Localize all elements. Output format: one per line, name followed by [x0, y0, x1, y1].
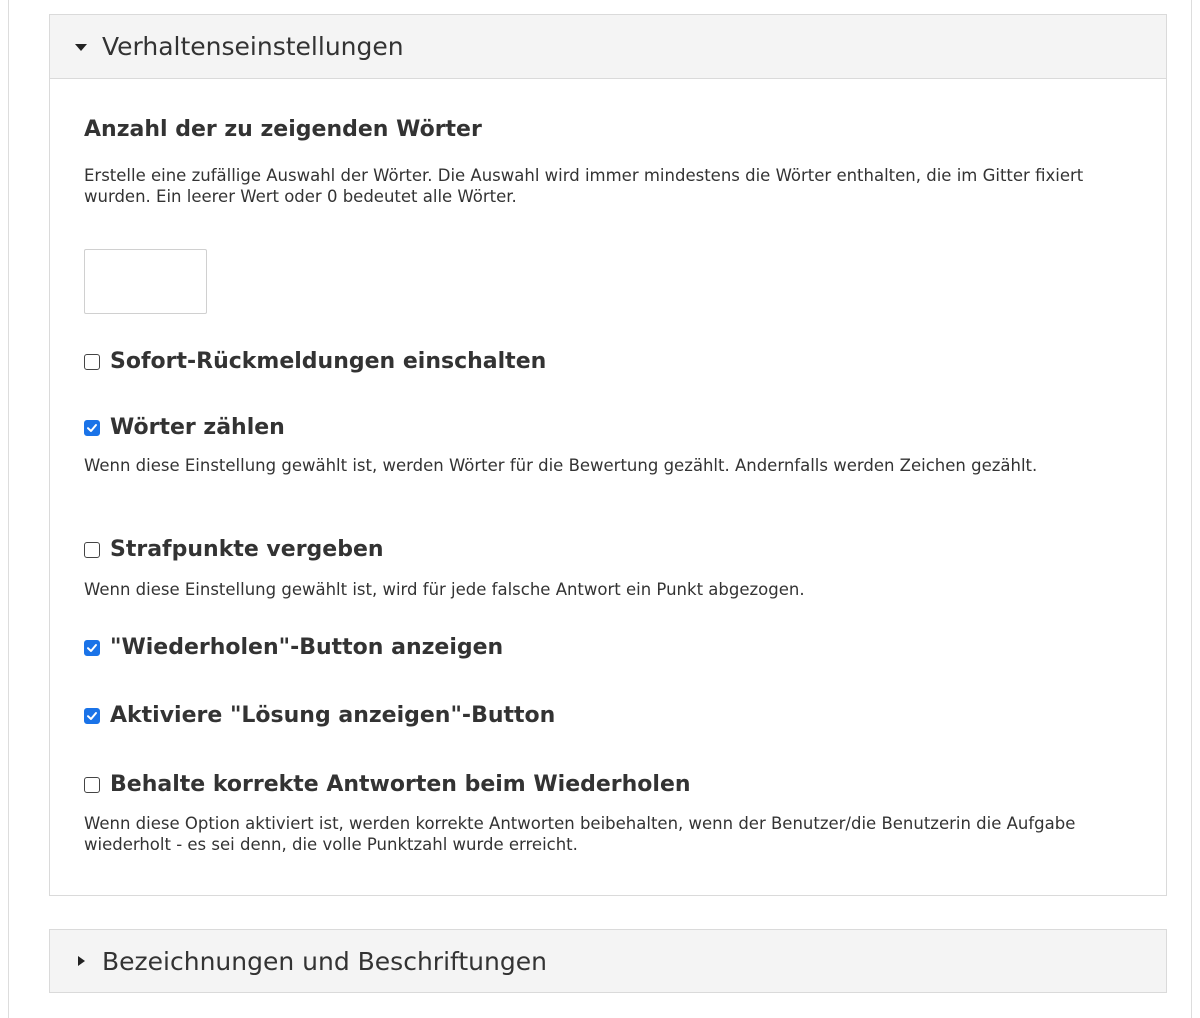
- count-words-description: Wenn diese Einstellung gewählt ist, werden Wörter für die Bewertung gezählt. Andernfalls werden Zeichen gezählt.: [84, 456, 1038, 475]
- keep-correct-label: Behalte korrekte Antworten beim Wiederholen: [110, 772, 691, 797]
- keep-correct-checkbox[interactable]: [84, 777, 100, 793]
- behaviour-settings-title: Verhaltenseinstellungen: [102, 32, 404, 61]
- retry-button-checkbox[interactable]: [84, 640, 100, 656]
- penalties-checkbox[interactable]: [84, 542, 100, 558]
- penalties-description: Wenn diese Einstellung gewählt ist, wird für jede falsche Antwort ein Punkt abgezogen.: [84, 580, 805, 599]
- keep-correct-option[interactable]: [84, 772, 691, 797]
- count-words-option[interactable]: [84, 415, 285, 440]
- behaviour-settings-group: [49, 14, 1167, 896]
- instant-feedback-option[interactable]: [84, 349, 546, 374]
- retry-button-label: "Wiederholen"-Button anzeigen: [110, 635, 504, 660]
- count-words-checkbox[interactable]: [84, 420, 100, 436]
- keep-correct-description: Wenn diese Option aktiviert ist, werden korrekte Antworten beibehalten, wenn der Benutzer/die Benutzerin die Aufgabe wiederholt - es sei denn, die volle Punktzahl wurde erreicht.: [84, 814, 1076, 854]
- words-count-description: Erstelle eine zufällige Auswahl der Wörter. Die Auswahl wird immer mindestens die Wörter enthalten, die im Gitter fixiert wurden. Ein leerer Wert oder 0 bedeutet alle Wörter.: [84, 166, 1084, 206]
- words-count-input[interactable]: [84, 249, 207, 314]
- instant-feedback-checkbox[interactable]: [84, 354, 100, 370]
- editor-panel: [8, 0, 1192, 1018]
- labels-header[interactable]: [50, 930, 1166, 992]
- behaviour-settings-header[interactable]: [50, 15, 1166, 79]
- instant-feedback-label: Sofort-Rückmeldungen einschalten: [110, 349, 547, 374]
- labels-title: Bezeichnungen und Beschriftungen: [102, 946, 547, 976]
- retry-button-option[interactable]: [84, 635, 503, 660]
- caret-down-icon: [74, 40, 88, 54]
- count-words-label: Wörter zählen: [110, 415, 285, 440]
- caret-right-icon: [74, 954, 88, 968]
- checkmark-icon: [86, 710, 98, 722]
- solution-button-label: Aktiviere "Lösung anzeigen"-Button: [110, 703, 556, 728]
- penalties-label: Strafpunkte vergeben: [110, 537, 384, 562]
- solution-button-option[interactable]: [84, 703, 555, 728]
- solution-button-checkbox[interactable]: [84, 708, 100, 724]
- words-count-label: Anzahl der zu zeigenden Wörter: [84, 117, 482, 142]
- checkmark-icon: [86, 642, 98, 654]
- labels-group: [49, 929, 1167, 993]
- checkmark-icon: [86, 422, 98, 434]
- penalties-option[interactable]: [84, 537, 384, 562]
